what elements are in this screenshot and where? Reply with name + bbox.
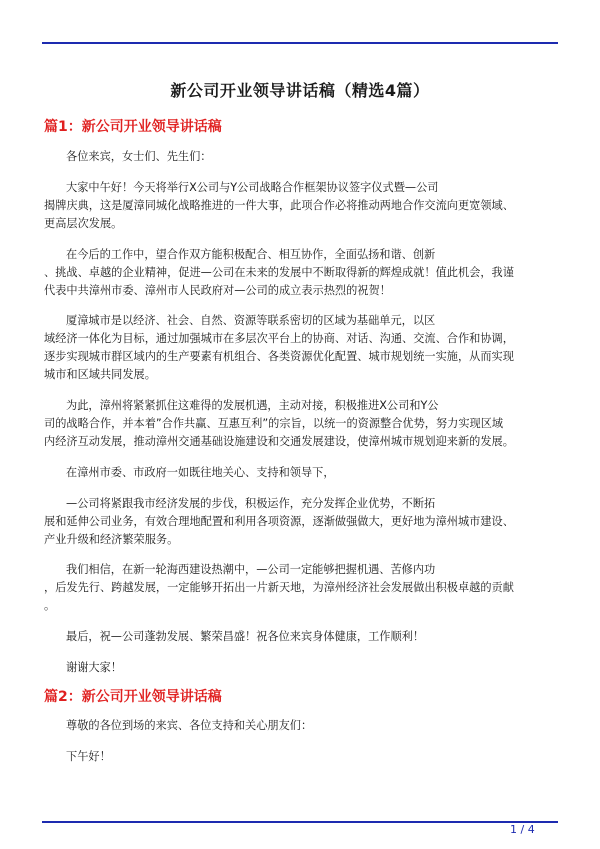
paragraph-line: 我们相信，在新一轮海西建设热潮中，—公司一定能够把握机遇、苦修内功 bbox=[66, 563, 436, 576]
paragraph-line: 内经济互动发展，推动漳州交通基础设施建设和交通发展建设，使漳州城市规划迎来新的发展。 bbox=[44, 435, 514, 448]
paragraph-line: 为此，漳州将紧紧抓住这难得的发展机遇，主动对接，积极推进X公司和Y公 bbox=[66, 399, 439, 412]
paragraph-line: 最后，祝—公司蓬勃发展、繁荣昌盛！祝各位来宾身体健康，工作顺利！ bbox=[66, 630, 425, 643]
paragraph-line: 在漳州市委、市政府一如既往地关心、支持和领导下， bbox=[66, 466, 335, 479]
section-1-heading: 篇1：新公司开业领导讲话稿 bbox=[44, 119, 222, 135]
header-rule bbox=[42, 42, 558, 44]
paragraph-line: 逐步实现城市群区域内的生产要素有机组合、各类资源优化配置、城市规划统一实施，从而实现 bbox=[44, 350, 514, 363]
paragraph-line: 各位来宾，女士们、先生们： bbox=[66, 150, 212, 163]
paragraph-line: 。 bbox=[44, 599, 56, 612]
paragraph-line: 、挑战、卓越的企业精神，促进—公司在未来的发展中不断取得新的辉煌成就！值此机会，我谨 bbox=[44, 266, 514, 279]
paragraph-line: 厦漳城市是以经济、社会、自然、资源等联系密切的区域为基础单元，以区 bbox=[66, 314, 436, 327]
footer-rule bbox=[42, 821, 558, 823]
paragraph-line: —公司将紧跟我市经济发展的步伐，积极运作，充分发挥企业优势，不断拓 bbox=[66, 497, 436, 510]
document-title: 新公司开业领导讲话稿（精选4篇） bbox=[170, 81, 430, 100]
paragraph-line: 更高层次发展。 bbox=[44, 217, 123, 230]
paragraph-line: 谢谢大家！ bbox=[66, 661, 122, 674]
paragraph-line: 揭牌庆典，这是厦漳同城化战略推进的一件大事，此项合作必将推动两地合作交流向更宽领域、 bbox=[44, 199, 514, 212]
paragraph-line: 产业升级和经济繁荣服务。 bbox=[44, 533, 179, 546]
page-number: 1 / 4 bbox=[510, 823, 535, 836]
paragraph-line: 城市和区域共同发展。 bbox=[44, 368, 156, 381]
paragraph-line: 域经济一体化为目标，通过加强城市在多层次平台上的协商、对话、沟通、交流、合作和协调， bbox=[44, 332, 514, 345]
paragraph-line: ，后发先行、跨越发展，一定能够开拓出一片新天地，为漳州经济社会发展做出积极卓越的贡献 bbox=[44, 581, 514, 594]
paragraph-line: 下午好！ bbox=[66, 750, 111, 763]
paragraph-line: 司的战略合作，并本着”合作共赢、互惠互利”的宗旨，以统一的资源整合优势，努力实现区域 bbox=[44, 417, 504, 430]
paragraph-line: 展和延伸公司业务，有效合理地配置和利用各项资源，逐渐做强做大，更好地为漳州城市建设、 bbox=[44, 515, 514, 528]
paragraph-line: 在今后的工作中，望合作双方能积极配合、相互协作，全面弘扬和谐、创新 bbox=[66, 248, 436, 261]
paragraph-line: 尊敬的各位到场的来宾、各位支持和关心朋友们： bbox=[66, 719, 313, 732]
paragraph-line: 代表中共漳州市委、漳州市人民政府对—公司的成立表示热烈的祝贺！ bbox=[44, 284, 391, 297]
section-2-heading: 篇2：新公司开业领导讲话稿 bbox=[44, 689, 222, 705]
paragraph-line: 大家中午好！今天将举行X公司与Y公司战略合作框架协议签字仪式暨—公司 bbox=[66, 181, 439, 194]
